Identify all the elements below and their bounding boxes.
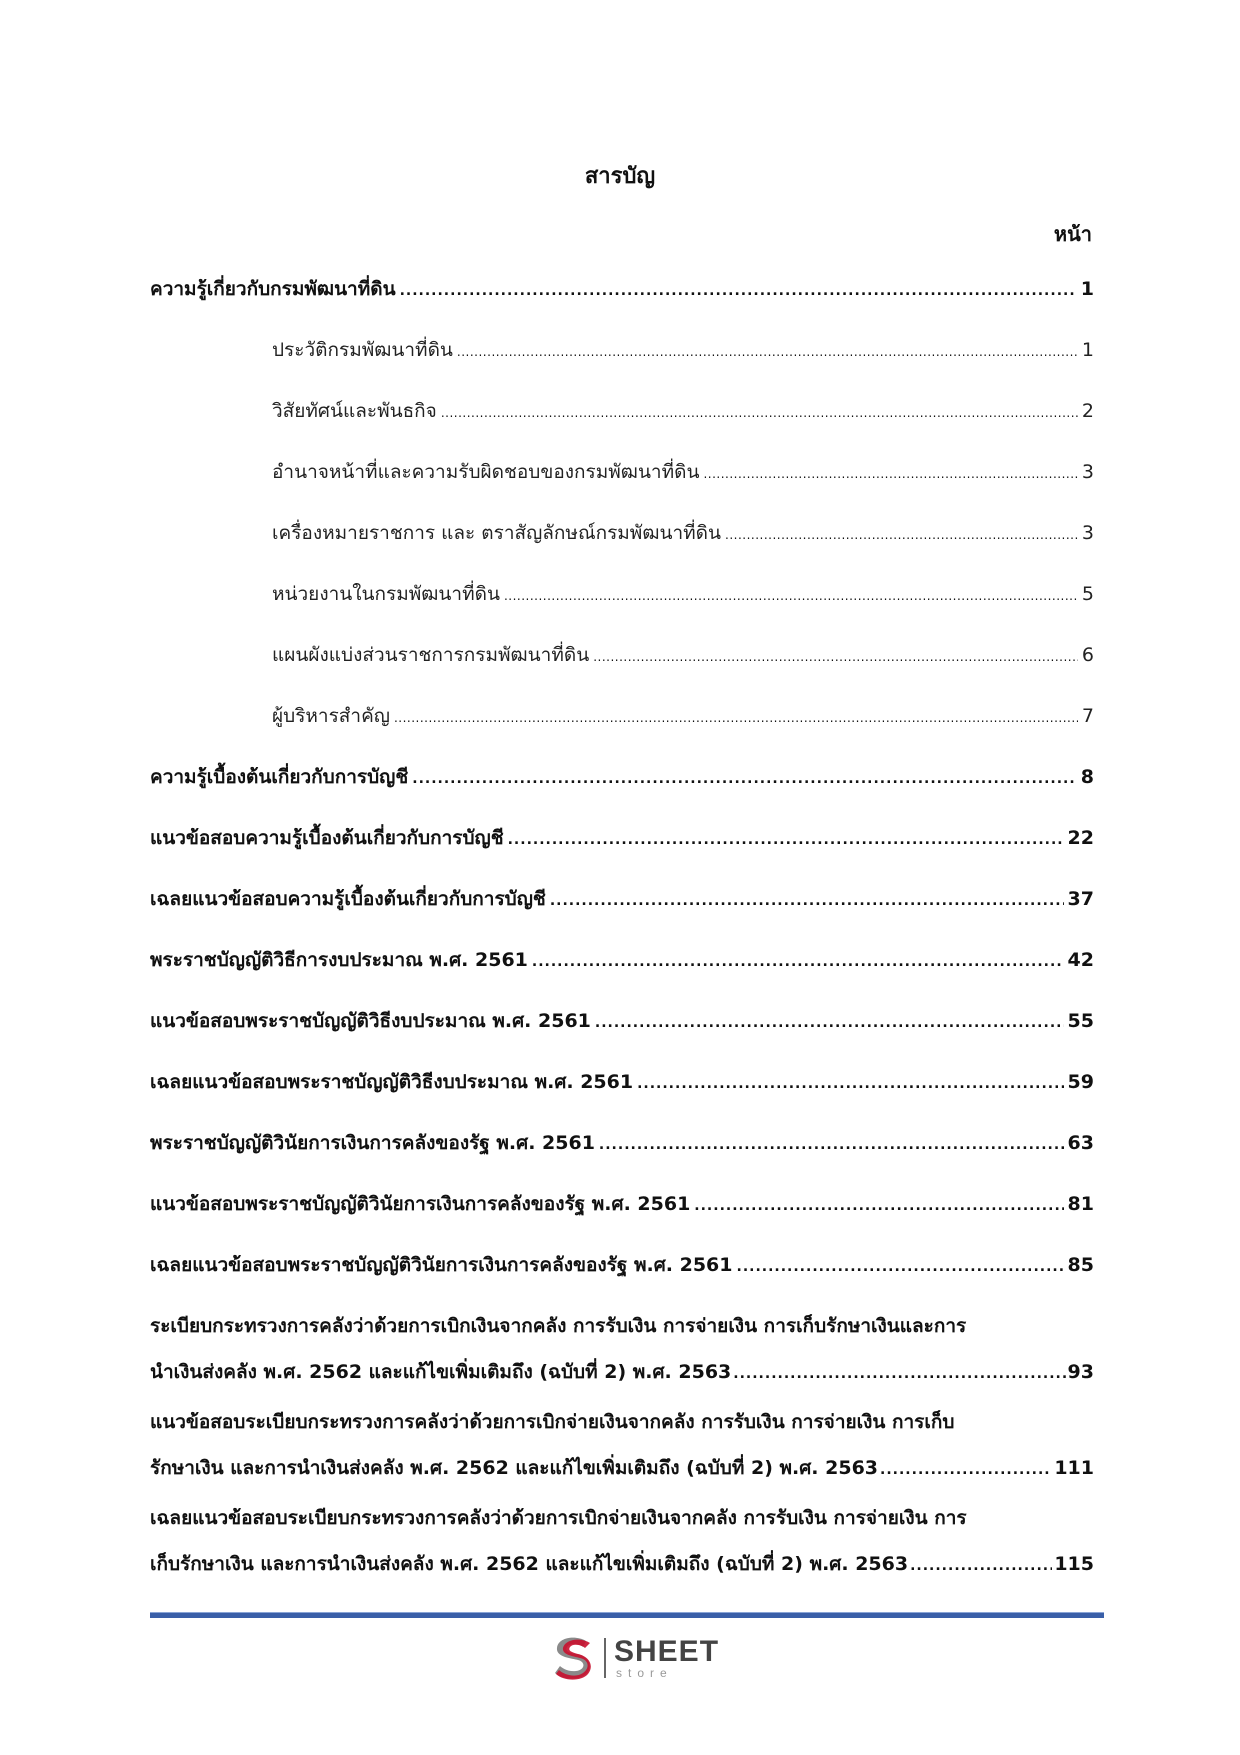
toc-subentry[interactable]: [150, 459, 1094, 520]
toc-entry[interactable]: [150, 1069, 1094, 1130]
toc-entry-multiline[interactable]: [150, 1505, 1094, 1579]
toc-entry-multiline[interactable]: [150, 1409, 1094, 1483]
toc-entry-page: 111: [1054, 1457, 1094, 1479]
toc-entry-page: 8: [1080, 766, 1094, 788]
toc-entry-title: ความรู้เกี่ยวกับกรมพัฒนาที่ดิน: [150, 278, 396, 300]
toc-entry-title-line1: แนวข้อสอบระเบียบกระทรวงการคลังว่าด้วยการเบิกจ่ายเงินจากคลัง การรับเงิน การจ่ายเงิน การเก็บ: [150, 1411, 955, 1433]
toc-entry-title: เฉลยแนวข้อสอบพระราชบัญญัติวินัยการเงินการคลังของรัฐ พ.ศ. 2561: [150, 1254, 733, 1276]
toc-entry-title: ผู้บริหารสำคัญ: [272, 705, 390, 727]
toc-entry[interactable]: [150, 1252, 1094, 1313]
toc-entry-title: พระราชบัญญัติวินัยการเงินการคลังของรัฐ พ.ศ. 2561: [150, 1132, 595, 1154]
toc-entry-title: แนวข้อสอบพระราชบัญญัติวิธีงบประมาณ พ.ศ. 2561: [150, 1010, 591, 1032]
dot-leader: [880, 1457, 1052, 1483]
toc-entry-page: 59: [1067, 1071, 1094, 1093]
toc-subentry[interactable]: [150, 703, 1094, 764]
toc-entry-title: ประวัติกรมพัฒนาที่ดิน: [272, 339, 453, 361]
toc-entry-page: 3: [1081, 461, 1094, 483]
toc-entry-page: 6: [1081, 644, 1094, 666]
toc-entry[interactable]: [150, 764, 1094, 825]
toc-entry[interactable]: [150, 276, 1094, 337]
toc-entry-title: ความรู้เบื้องต้นเกี่ยวกับการบัญชี: [150, 766, 409, 788]
table-of-contents: [150, 276, 1094, 1601]
dot-leader: [599, 1132, 1064, 1158]
toc-entry-title-line1: เฉลยแนวข้อสอบระเบียบกระทรวงการคลังว่าด้วยการเบิกจ่ายเงินจากคลัง การรับเงิน การจ่ายเงิน การ: [150, 1507, 967, 1529]
dot-leader: [637, 1071, 1063, 1097]
toc-subentry[interactable]: [150, 642, 1094, 703]
toc-entry-page: 1: [1081, 339, 1094, 361]
sheet-logo-icon: [548, 1633, 598, 1683]
toc-title: สารบัญ: [584, 164, 656, 189]
dot-leader: [504, 583, 1078, 609]
toc-entry-title: เครื่องหมายราชการ และ ตราสัญลักษณ์กรมพัฒนาที่ดิน: [272, 522, 721, 544]
dot-leader: [457, 339, 1078, 365]
toc-subentry[interactable]: [150, 581, 1094, 642]
dot-leader: [532, 949, 1064, 975]
toc-entry-title-line1: ระเบียบกระทรวงการคลังว่าด้วยการเบิกเงินจากคลัง การรับเงิน การจ่ายเงิน การเก็บรักษาเงินและการ: [150, 1315, 967, 1337]
brand-subname: store: [616, 1666, 673, 1680]
toc-entry[interactable]: [150, 1130, 1094, 1191]
page-column-label: หน้า: [1053, 222, 1092, 246]
toc-entry-page: 55: [1067, 1010, 1094, 1032]
dot-leader: [910, 1553, 1052, 1579]
toc-entry-title: เฉลยแนวข้อสอบพระราชบัญญัติวิธีงบประมาณ พ.ศ. 2561: [150, 1071, 634, 1093]
dot-leader: [694, 1193, 1063, 1219]
toc-subentry[interactable]: [150, 337, 1094, 398]
dot-leader: [441, 400, 1078, 426]
toc-entry-page: 7: [1081, 705, 1094, 727]
toc-entry-title-line2: รักษาเงิน และการนำเงินส่งคลัง พ.ศ. 2562 และแก้ไขเพิ่มเติมถึง (ฉบับที่ 2) พ.ศ. 2563: [150, 1457, 879, 1479]
dot-leader: [394, 705, 1078, 731]
toc-entry[interactable]: [150, 947, 1094, 1008]
toc-subentry[interactable]: [150, 520, 1094, 581]
toc-entry-page: 3: [1081, 522, 1094, 544]
sheet-store-logo: [548, 1633, 719, 1683]
dot-leader: [412, 766, 1077, 792]
logo-divider: [604, 1638, 606, 1678]
toc-entry-title: อำนาจหน้าที่และความรับผิดชอบของกรมพัฒนาที่ดิน: [272, 461, 700, 483]
toc-entry-title: วิสัยทัศน์และพันธกิจ: [272, 400, 437, 422]
toc-subentry[interactable]: [150, 398, 1094, 459]
toc-entry-page: 22: [1067, 827, 1094, 849]
toc-entry-page: 2: [1081, 400, 1094, 422]
dot-leader: [737, 1254, 1064, 1280]
toc-entry[interactable]: [150, 1008, 1094, 1069]
dot-leader: [593, 644, 1078, 670]
toc-entry-title: แผนผังแบ่งส่วนราชการกรมพัฒนาที่ดิน: [272, 644, 590, 666]
toc-entry-title: เฉลยแนวข้อสอบความรู้เบื้องต้นเกี่ยวกับการบัญชี: [150, 888, 546, 910]
brand-name: SHEET: [614, 1635, 720, 1668]
dot-leader: [703, 461, 1077, 487]
dot-leader: [400, 278, 1077, 304]
footer-rule: [150, 1612, 1104, 1618]
toc-entry-page: 93: [1067, 1361, 1094, 1383]
dot-leader: [725, 522, 1078, 548]
dot-leader: [508, 827, 1064, 853]
toc-entry-page: 5: [1081, 583, 1094, 605]
toc-entry-page: 115: [1054, 1553, 1094, 1575]
toc-entry-title: พระราชบัญญัติวิธีการงบประมาณ พ.ศ. 2561: [150, 949, 528, 971]
toc-entry-title: แนวข้อสอบพระราชบัญญัติวินัยการเงินการคลังของรัฐ พ.ศ. 2561: [150, 1193, 691, 1215]
dot-leader: [550, 888, 1064, 914]
toc-entry-page: 42: [1067, 949, 1094, 971]
dot-leader: [733, 1361, 1065, 1387]
toc-entry-page: 81: [1067, 1193, 1094, 1215]
toc-entry[interactable]: [150, 886, 1094, 947]
toc-entry-title-line2: นำเงินส่งคลัง พ.ศ. 2562 และแก้ไขเพิ่มเติมถึง (ฉบับที่ 2) พ.ศ. 2563: [150, 1361, 732, 1383]
toc-entry-page: 37: [1067, 888, 1094, 910]
toc-entry-page: 1: [1080, 278, 1094, 300]
toc-entry-title-line2: เก็บรักษาเงิน และการนำเงินส่งคลัง พ.ศ. 2562 และแก้ไขเพิ่มเติมถึง (ฉบับที่ 2) พ.ศ. 2563: [150, 1553, 909, 1575]
toc-entry-title: แนวข้อสอบความรู้เบื้องต้นเกี่ยวกับการบัญชี: [150, 827, 504, 849]
toc-entry-title: หน่วยงานในกรมพัฒนาที่ดิน: [272, 583, 500, 605]
dot-leader: [595, 1010, 1064, 1036]
toc-entry[interactable]: [150, 1191, 1094, 1252]
toc-entry-multiline[interactable]: [150, 1313, 1094, 1387]
toc-entry-page: 63: [1067, 1132, 1094, 1154]
toc-entry-page: 85: [1067, 1254, 1094, 1276]
toc-entry[interactable]: [150, 825, 1094, 886]
